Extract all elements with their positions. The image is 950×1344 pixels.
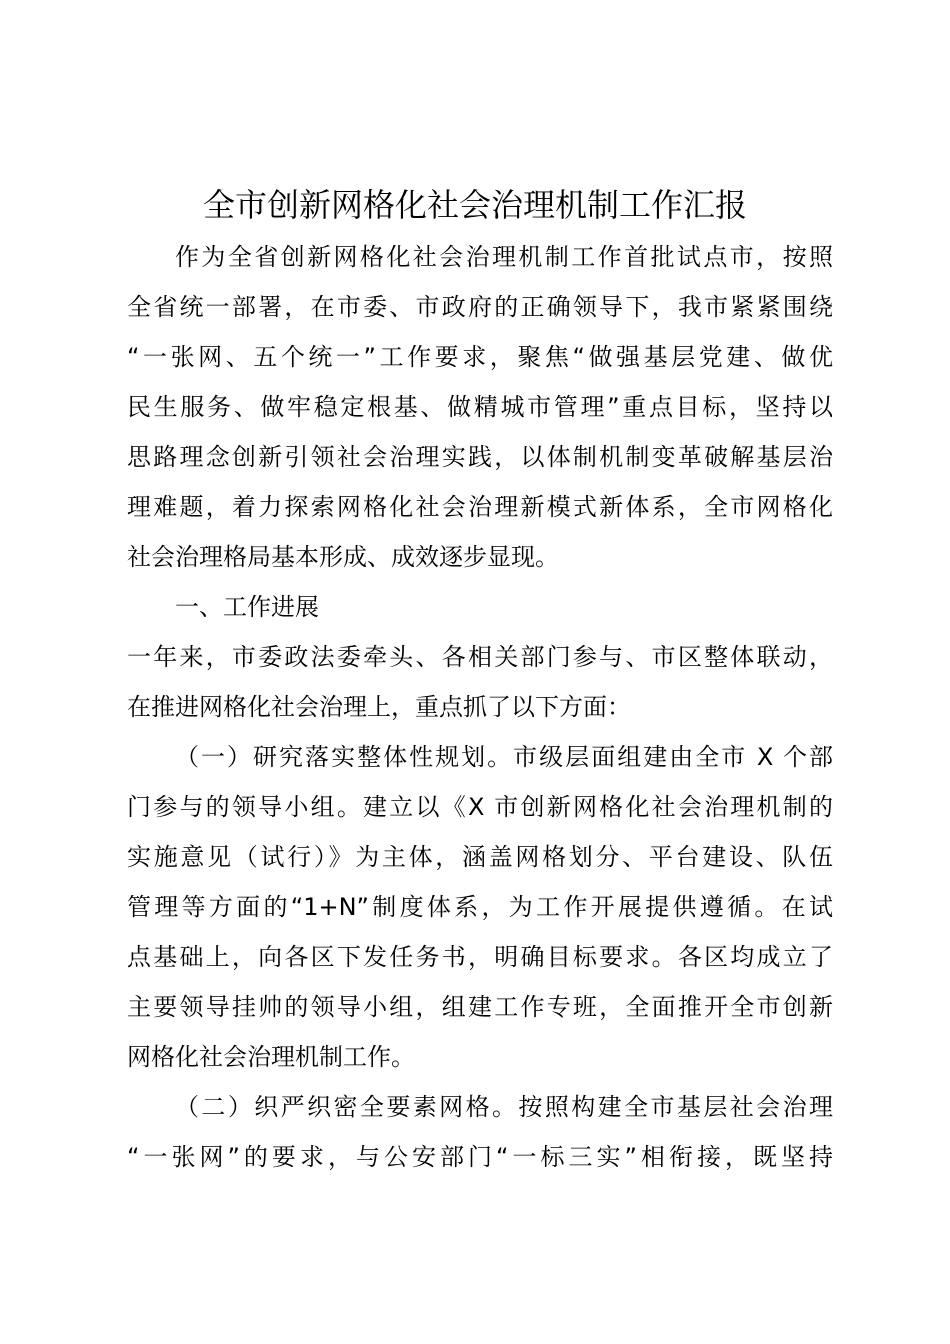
paragraph-line: 管理等方面的“1+N”制度体系，为工作开展提供遵循。在试	[127, 893, 833, 921]
paragraph-line: 在推进网格化社会治理上，重点抓了以下方面：	[127, 693, 631, 721]
paragraph-line: “一张网、五个统一”工作要求，聚焦“做强基层党建、做优	[127, 343, 833, 371]
paragraph-line: “一张网”的要求，与公安部门“一标三实”相衔接，既坚持	[127, 1143, 833, 1171]
paragraph-line: 门参与的领导小组。建立以《X 市创新网格化社会治理机制的	[127, 793, 833, 821]
paragraph-line: 思路理念创新引领社会治理实践，以体制机制变革破解基层治	[127, 443, 833, 471]
paragraph-line: 社会治理格局基本形成、成效逐步显现。	[127, 543, 559, 571]
document-title: 全市创新网格化社会治理机制工作汇报	[202, 186, 747, 224]
paragraph-line: 实施意见（试行）》为主体，涵盖网格划分、平台建设、队伍	[127, 843, 833, 871]
paragraph-line: 作为全省创新网格化社会治理机制工作首批试点市，按照	[175, 243, 833, 271]
paragraph-line: 全省统一部署，在市委、市政府的正确领导下，我市紧紧围绕	[127, 293, 833, 321]
section-heading: 一、工作进展	[175, 593, 319, 621]
document-body	[127, 232, 833, 1182]
paragraph-line: 网格化社会治理机制工作。	[127, 1043, 415, 1071]
paragraph-line: （一）研究落实整体性规划。市级层面组建由全市 X 个部	[175, 743, 833, 771]
paragraph-line: 主要领导挂帅的领导小组，组建工作专班，全面推开全市创新	[127, 993, 833, 1021]
paragraph-line: 点基础上，向各区下发任务书，明确目标要求。各区均成立了	[127, 943, 833, 971]
paragraph-line: （二）织严织密全要素网格。按照构建全市基层社会治理	[175, 1093, 833, 1121]
paragraph-line: 理难题，着力探索网格化社会治理新模式新体系，全市网格化	[127, 493, 833, 521]
paragraph-line: 民生服务、做牢稳定根基、做精城市管理”重点目标，坚持以	[127, 393, 833, 421]
paragraph-line: 一年来，市委政法委牵头、各相关部门参与、市区整体联动，	[127, 643, 833, 671]
